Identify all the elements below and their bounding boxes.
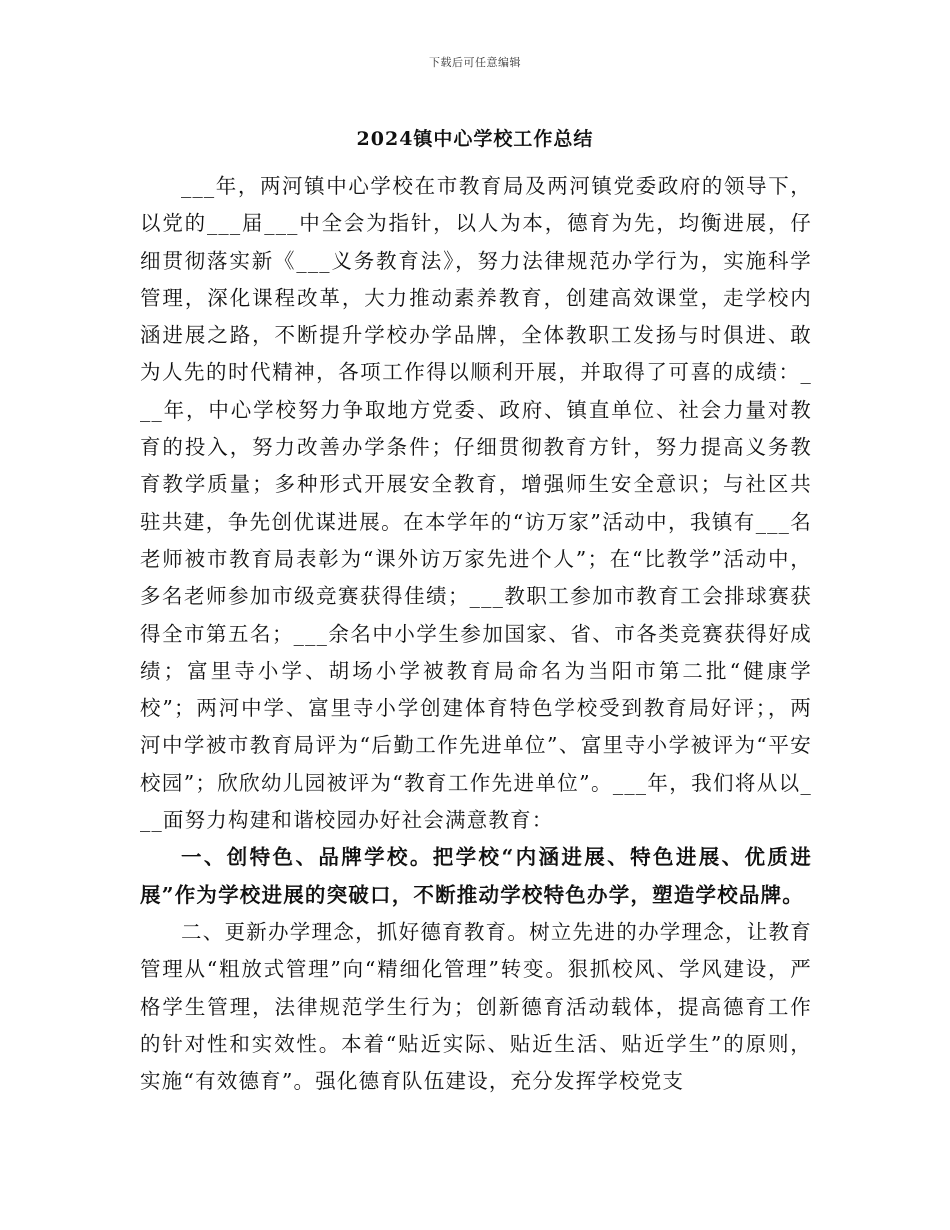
document-body: [140, 168, 812, 1100]
paragraph-section-1: 一、创特色、品牌学校。把学校“内涵进展、特色进展、优质进展”作为学校进展的突破口，不断推动学校特色办学，塑造学校品牌。: [140, 845, 812, 907]
paragraph-intro: ___年，两河镇中心学校在市教育局及两河镇党委政府的领导下，以党的___届___中全会为指针，以人为本，德育为先，均衡进展，仔细贯彻落实新《___义务教育法》，努力法律规范办学行为，实施科学管理，深化课程改革，大力推动素养教育，创建高效课堂，走学校内涵进展之路，不断提升学校办学品牌，全体教职工发扬与时俱进、敢为人先的时代精神，各项工作得以顺利开展，并取得了可喜的成绩：___年，中心学校努力争取地方党委、政府、镇直单位、社会力量对教育的投入，努力改善办学条件；仔细贯彻教育方针，努力提高义务教育教学质量；多种形式开展安全教育，增强师生安全意识；与社区共驻共建，争先创优谋进展。在本学年的“访万家”活动中，我镇有___名老师被市教育局表彰为“课外访万家先进个人”；在“比教学”活动中，多名老师参加市级竞赛获得佳绩；___教职工参加市教育工会排球赛获得全市第五名；___余名中小学生参加国家、省、市各类竞赛获得好成绩；富里寺小学、胡场小学被教育局命名为当阳市第二批“健康学校”；两河中学、富里寺小学创建体育特色学校受到教育局好评；，两河中学被市教育局评为“后勤工作先进单位”、富里寺小学被评为“平安校园”；欣欣幼儿园被评为“教育工作先进单位”。___年，我们将从以___面努力构建和谐校园办好社会满意教育：: [140, 174, 812, 833]
paragraph-section-2: 二、更新办学理念，抓好德育教育。树立先进的办学理念，让教育管理从“粗放式管理”向“精细化管理”转变。狠抓校风、学风建设，严格学生管理，法律规范学生行为；创新德育活动载体，提高德育工作的针对性和实效性。本着“贴近实际、贴近生活、贴近学生”的原则，实施“有效德育”。强化德育队伍建设，充分发挥学校党支: [140, 919, 812, 1094]
document-title: 2024镇中心学校工作总结: [356, 128, 594, 150]
header-note: 下载后可任意编辑: [429, 56, 521, 69]
